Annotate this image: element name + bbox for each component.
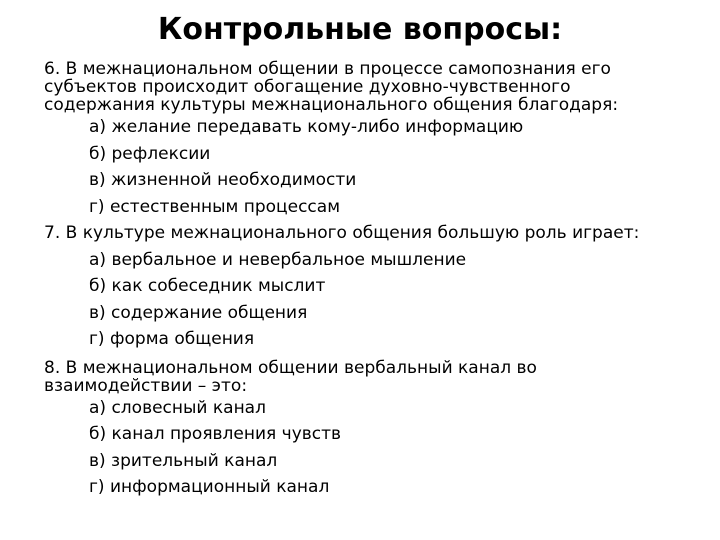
- question-6-option-d: г) естественным процессам: [89, 196, 341, 217]
- questions-list: [44, 60, 694, 501]
- question-6-line-3: содержания культуры межнационального общения благодаря:: [44, 95, 619, 115]
- question-6-option-c: в) жизненной необходимости: [89, 170, 357, 190]
- question-8-line-1: 8. В межнациональном общении вербальный канал во: [44, 357, 537, 378]
- question-6-line-1: 6. В межнациональном общении в процессе самопознания его: [44, 59, 611, 79]
- question-7: [44, 220, 694, 353]
- slide-title: Контрольные вопросы:: [157, 12, 563, 47]
- question-6-line-2: субъектов происходит обогащение духовно-чувственного: [44, 77, 571, 97]
- question-7-line-1: 7. В культуре межнационального общения большую роль играет:: [44, 223, 640, 243]
- question-6: [44, 60, 694, 220]
- question-7-option-b: б) как собеседник мыслит: [89, 276, 326, 296]
- question-8-option-b: б) канал проявления чувств: [89, 424, 342, 444]
- question-8-option-c: в) зрительный канал: [89, 450, 278, 471]
- question-8-option-a: а) словесный канал: [89, 397, 266, 418]
- question-6-option-b: б) рефлексии: [89, 143, 211, 164]
- question-8: [44, 359, 694, 501]
- question-7-option-a: а) вербальное и невербальное мышление: [89, 249, 467, 270]
- question-7-option-c: в) содержание общения: [89, 302, 308, 323]
- question-6-option-a: а) желание передавать кому-либо информацию: [89, 117, 524, 137]
- question-8-line-2: взаимодействии – это:: [44, 375, 248, 396]
- question-7-option-d: г) форма общения: [89, 329, 255, 349]
- question-8-option-d: г) информационный канал: [89, 477, 330, 497]
